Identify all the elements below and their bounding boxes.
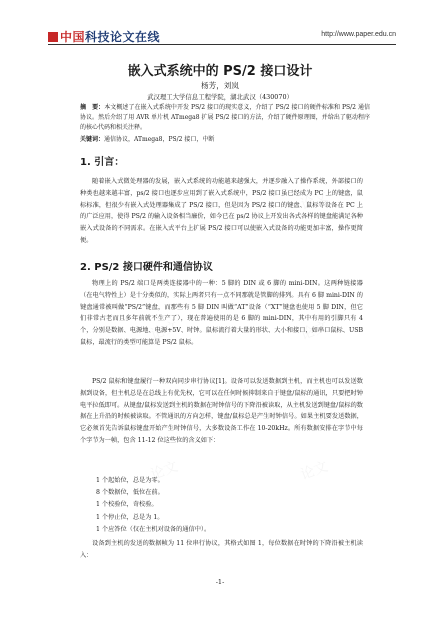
paper-affiliation: 武汉理工大学信息工程学院，湖北武汉（430070）	[147, 93, 293, 101]
site-url[interactable]: http://www.paper.edu.cn	[321, 31, 396, 38]
abstract	[80, 103, 370, 134]
list-item: 1 个停止位，总是为 1。	[96, 513, 164, 521]
site-header	[0, 0, 440, 50]
section-paragraph: PS/2 鼠标和键盘履行一种双向同步串行协议[1]。设备可以发送数据到主机，而主机也可以发送数据到设备，但主机总是在总线上有优先权，它可以在任何时候抑制来自于键盘/鼠标的通讯，只要把时钟电平拉低即可。从键盘/鼠标发送到主机的数据在时钟信号的下降沿被读取，从主机发送到键盘/鼠标的数据在上升沿的时候被读取。不管通讯的方向怎样，键盘/鼠标总是产生时钟信号。如果主机要发送数据，它必须首先告诉鼠标键盘开始产生时钟信号，大多数设备工作在 10-20kHz。所有数据安排在字节中每个字节为一帧，包含 11-12 位这些位的含义如下：	[80, 378, 363, 444]
list-item: 1 个校验位，奇校验。	[96, 501, 158, 509]
paper-title: 嵌入式系统中的 PS/2 接口设计	[127, 64, 313, 79]
keywords	[80, 134, 370, 143]
list-item: 8 个数据位，低位在前。	[96, 489, 164, 497]
logo-mark-icon	[48, 32, 58, 42]
abstract-text: 本文概述了在嵌入式系统中开发 PS/2 接口的现实意义，介绍了 PS/2 接口的硬件标准和 PS/2 通信协议。然后介绍了用 AVR 单片机 ATmega8 扩展 PS/2 接口的方法，介绍了硬件原理图，并给出了驱动程序的核心代码和相关注释。	[80, 104, 370, 132]
section-paragraph: 设备到主机的发送的数据帧为 11 位串行协议，其格式如图 1，每位数据在时钟的下降沿被主机读入：	[80, 540, 363, 559]
logo-text-a: 中国	[60, 30, 86, 44]
keywords-label: 关键词：	[80, 136, 105, 143]
abstract-label: 摘 要：	[80, 104, 105, 111]
logo-text-b: 科技论文在线	[85, 30, 161, 44]
list-item: 1 个起始位，总是为零。	[96, 477, 164, 484]
paper-authors: 杨芳，刘岚	[201, 81, 239, 90]
section-heading: 1. 引言：	[80, 157, 125, 168]
header-rule	[48, 44, 396, 45]
section-paragraph: 物理上的 PS/2 端口是两类连接器中的一种：5 脚的 DIN 或 6 脚的 mini-DIN。这两种链接器（在电气特性上）是十分类似的，实际上两者只有一点不同那就是管脚的排列。具有 6 脚 mini-DIN 的键盘通常被叫做“PS/2”键盘，而那些有 5 脚 DIN 叫做“AT”设备（“XT”键盘也使用 5 脚 DIN，但它们非常古老而且多年前就不生产了），现在普遍使用的是 6 脚的 mini-DIN，其中有用的引脚只有 4 个，分别是数据、电源地、电源+5V、时钟。鼠标流行着大量的形状、大小和接口，如串口鼠标、USB 鼠标，最流行的类型可能算是 PS/2 鼠标。	[80, 280, 363, 346]
frame-bit-list	[80, 475, 370, 536]
keywords-text: 通信协议，ATmega8，PS/2 接口，中断	[104, 136, 215, 143]
section-paragraph: 随着嵌入式微处理器的发展，嵌入式系统的功能越来越强大，并逐步融入了操作系统，外部接口的种类也越来越丰富，ps/2 接口也逐步应用到了嵌入式系统中，PS/2 接口虽已经成为 PC 上的键盘，鼠标标准，但很少有嵌入式处理器集成了 PS/2 接口，但是因为 PS/2 接口的键盘、鼠标等设备在 PC 上的广泛应用，使得 PS/2 的输入设备相当廉价，如今已在 ps/2 协议上开发出各式各样的键盘能满足各种嵌入式设备的不同需求。在嵌入式平台上扩展 PS/2 接口可以使嵌入式设备的功能更加丰富，操作更简便。	[80, 178, 363, 244]
page-number: -1-	[215, 578, 225, 586]
section-heading: 2. PS/2 接口硬件和通信协议	[80, 262, 213, 273]
list-item: 1 个应答位（仅在主机对设备的通信中）。	[96, 525, 211, 533]
site-logo	[48, 28, 160, 45]
